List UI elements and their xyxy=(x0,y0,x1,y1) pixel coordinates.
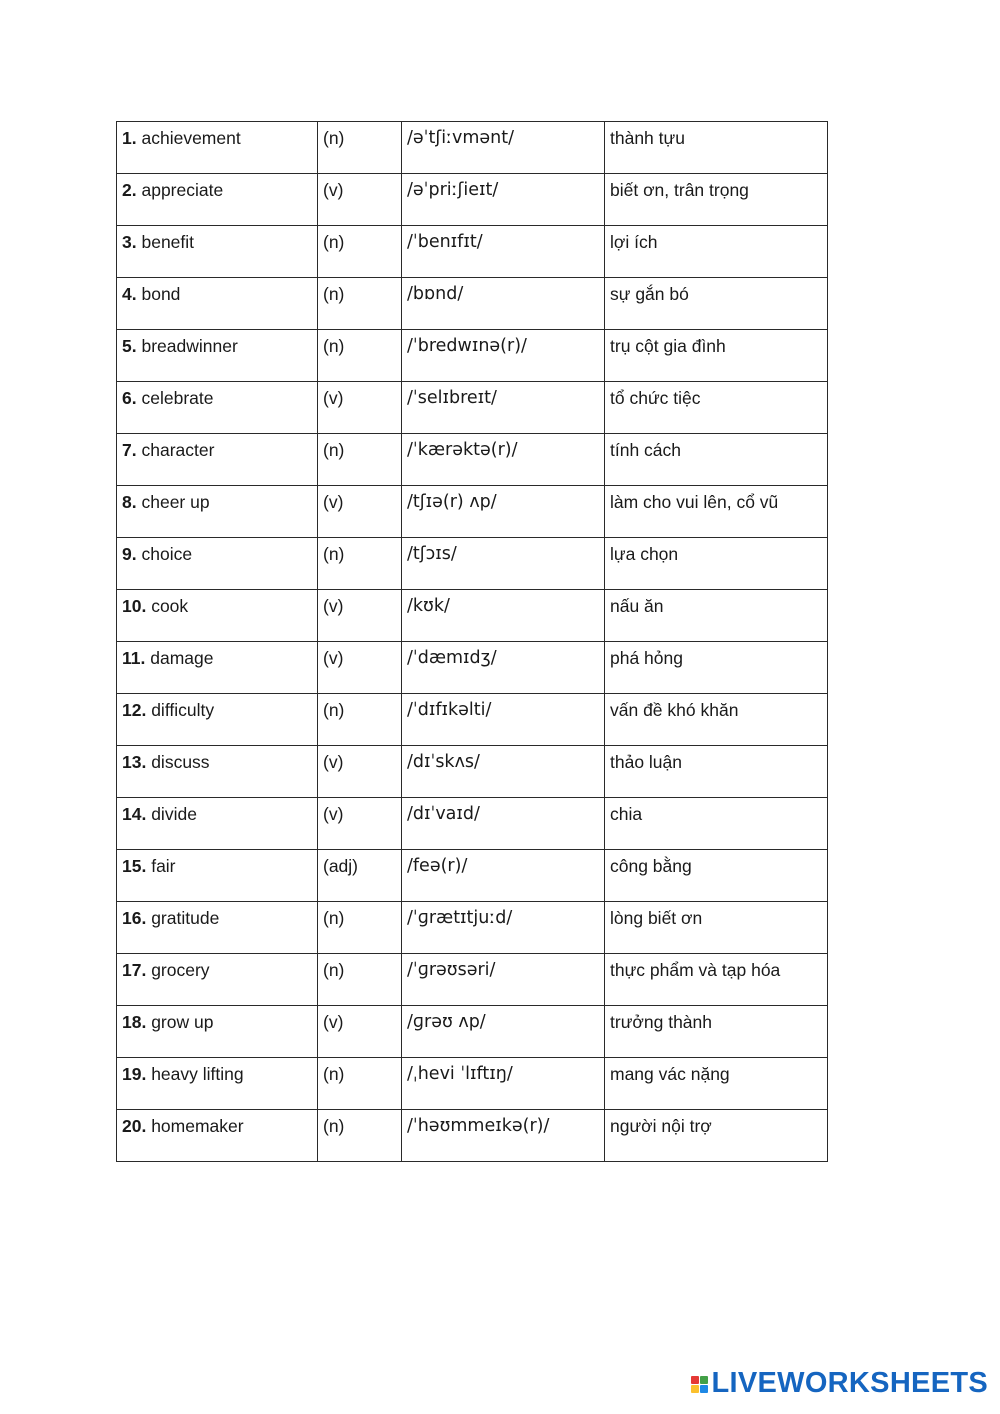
meaning-cell: lòng biết ơn xyxy=(605,902,828,954)
pronunciation-cell: /ˈɡrætɪtjuːd/ xyxy=(402,902,605,954)
logo-text: LIVEWORKSHEETS xyxy=(711,1367,988,1399)
table-row xyxy=(117,798,828,850)
meaning-cell: thực phẩm và tạp hóa xyxy=(605,954,828,1006)
part-of-speech-cell: (v) xyxy=(318,486,402,538)
entry-number: 8. xyxy=(122,492,137,512)
pronunciation-cell: /tʃɪə(r) ʌp/ xyxy=(402,486,605,538)
table-row xyxy=(117,538,828,590)
meaning-cell: mang vác nặng xyxy=(605,1058,828,1110)
entry-word: appreciate xyxy=(141,180,224,200)
pronunciation-cell: /ˈhəʊmmeɪkə(r)/ xyxy=(402,1110,605,1162)
word-cell xyxy=(117,278,318,330)
liveworksheets-logo xyxy=(691,1368,989,1398)
entry-word: fair xyxy=(151,856,176,876)
part-of-speech-cell: (n) xyxy=(318,538,402,590)
part-of-speech-cell: (n) xyxy=(318,902,402,954)
entry-number: 10. xyxy=(122,596,147,616)
entry-number: 4. xyxy=(122,284,137,304)
entry-number: 11. xyxy=(122,648,146,668)
entry-number: 3. xyxy=(122,232,137,252)
table-row xyxy=(117,694,828,746)
part-of-speech-cell: (n) xyxy=(318,226,402,278)
pronunciation-cell: /dɪˈvaɪd/ xyxy=(402,798,605,850)
table-row xyxy=(117,434,828,486)
meaning-cell: trưởng thành xyxy=(605,1006,828,1058)
word-cell xyxy=(117,434,318,486)
table-row xyxy=(117,954,828,1006)
word-cell xyxy=(117,590,318,642)
vocabulary-table-body xyxy=(117,122,828,1162)
entry-word: damage xyxy=(150,648,214,668)
liveworksheets-logo-mark-icon xyxy=(691,1376,708,1393)
entry-number: 6. xyxy=(122,388,137,408)
word-cell xyxy=(117,1058,318,1110)
meaning-cell: lợi ích xyxy=(605,226,828,278)
part-of-speech-cell: (n) xyxy=(318,278,402,330)
table-row xyxy=(117,486,828,538)
part-of-speech-cell: (n) xyxy=(318,434,402,486)
meaning-cell: sự gắn bó xyxy=(605,278,828,330)
meaning-cell: làm cho vui lên, cổ vũ xyxy=(605,486,828,538)
table-row xyxy=(117,382,828,434)
entry-number: 20. xyxy=(122,1116,147,1136)
word-cell xyxy=(117,382,318,434)
part-of-speech-cell: (n) xyxy=(318,694,402,746)
part-of-speech-cell: (n) xyxy=(318,954,402,1006)
pronunciation-cell: /ˈbenɪfɪt/ xyxy=(402,226,605,278)
entry-number: 1. xyxy=(122,128,137,148)
pronunciation-cell: /tʃɔɪs/ xyxy=(402,538,605,590)
meaning-cell: người nội trợ xyxy=(605,1110,828,1162)
meaning-cell: tổ chức tiệc xyxy=(605,382,828,434)
meaning-cell: trụ cột gia đình xyxy=(605,330,828,382)
table-row xyxy=(117,1110,828,1162)
part-of-speech-cell: (v) xyxy=(318,174,402,226)
entry-number: 19. xyxy=(122,1064,147,1084)
meaning-cell: chia xyxy=(605,798,828,850)
pronunciation-cell: /ɡrəʊ ʌp/ xyxy=(402,1006,605,1058)
pronunciation-cell: /ˈdɪfɪkəlti/ xyxy=(402,694,605,746)
word-cell xyxy=(117,538,318,590)
meaning-cell: công bằng xyxy=(605,850,828,902)
pronunciation-cell: /ˈɡrəʊsəri/ xyxy=(402,954,605,1006)
word-cell xyxy=(117,330,318,382)
entry-word: benefit xyxy=(141,232,195,252)
entry-number: 5. xyxy=(122,336,137,356)
entry-number: 15. xyxy=(122,856,147,876)
pronunciation-cell: /dɪˈskʌs/ xyxy=(402,746,605,798)
part-of-speech-cell: (v) xyxy=(318,1006,402,1058)
entry-number: 18. xyxy=(122,1012,147,1032)
table-row xyxy=(117,278,828,330)
word-cell xyxy=(117,694,318,746)
table-row xyxy=(117,1006,828,1058)
word-cell xyxy=(117,122,318,174)
entry-word: difficulty xyxy=(151,700,215,720)
meaning-cell: thành tựu xyxy=(605,122,828,174)
entry-number: 17. xyxy=(122,960,147,980)
meaning-cell: thảo luận xyxy=(605,746,828,798)
part-of-speech-cell: (n) xyxy=(318,122,402,174)
word-cell xyxy=(117,486,318,538)
pronunciation-cell: /kʊk/ xyxy=(402,590,605,642)
meaning-cell: phá hỏng xyxy=(605,642,828,694)
entry-word: discuss xyxy=(151,752,210,772)
entry-word: breadwinner xyxy=(141,336,238,356)
meaning-cell: biết ơn, trân trọng xyxy=(605,174,828,226)
entry-number: 9. xyxy=(122,544,137,564)
pronunciation-cell: /ˈselɪbreɪt/ xyxy=(402,382,605,434)
entry-number: 14. xyxy=(122,804,147,824)
part-of-speech-cell: (v) xyxy=(318,590,402,642)
part-of-speech-cell: (v) xyxy=(318,798,402,850)
entry-word: celebrate xyxy=(141,388,214,408)
word-cell xyxy=(117,954,318,1006)
table-row xyxy=(117,902,828,954)
vocabulary-table xyxy=(116,121,828,1162)
entry-word: choice xyxy=(141,544,193,564)
part-of-speech-cell: (v) xyxy=(318,642,402,694)
word-cell xyxy=(117,902,318,954)
meaning-cell: tính cách xyxy=(605,434,828,486)
table-row xyxy=(117,1058,828,1110)
entry-number: 13. xyxy=(122,752,147,772)
pronunciation-cell: /ˈkærəktə(r)/ xyxy=(402,434,605,486)
meaning-cell: lựa chọn xyxy=(605,538,828,590)
entry-word: divide xyxy=(151,804,197,824)
part-of-speech-cell: (n) xyxy=(318,1110,402,1162)
word-cell xyxy=(117,746,318,798)
word-cell xyxy=(117,226,318,278)
pronunciation-cell: /əˈpriːʃieɪt/ xyxy=(402,174,605,226)
table-row xyxy=(117,642,828,694)
pronunciation-cell: /ˈbredwɪnə(r)/ xyxy=(402,330,605,382)
part-of-speech-cell: (v) xyxy=(318,746,402,798)
table-row xyxy=(117,122,828,174)
word-cell xyxy=(117,642,318,694)
entry-word: achievement xyxy=(141,128,241,148)
word-cell xyxy=(117,1110,318,1162)
entry-number: 7. xyxy=(122,440,137,460)
meaning-cell: nấu ăn xyxy=(605,590,828,642)
word-cell xyxy=(117,174,318,226)
table-row xyxy=(117,590,828,642)
entry-word: cheer up xyxy=(141,492,210,512)
word-cell xyxy=(117,798,318,850)
pronunciation-cell: /ˈdæmɪdʒ/ xyxy=(402,642,605,694)
table-row xyxy=(117,850,828,902)
entry-word: character xyxy=(141,440,215,460)
part-of-speech-cell: (adj) xyxy=(318,850,402,902)
pronunciation-cell: /bɒnd/ xyxy=(402,278,605,330)
word-cell xyxy=(117,1006,318,1058)
entry-number: 2. xyxy=(122,180,137,200)
pronunciation-cell: /əˈtʃiːvmənt/ xyxy=(402,122,605,174)
entry-word: homemaker xyxy=(151,1116,244,1136)
part-of-speech-cell: (n) xyxy=(318,1058,402,1110)
entry-number: 16. xyxy=(122,908,147,928)
part-of-speech-cell: (v) xyxy=(318,382,402,434)
meaning-cell: vấn đề khó khăn xyxy=(605,694,828,746)
entry-word: heavy lifting xyxy=(151,1064,244,1084)
part-of-speech-cell: (n) xyxy=(318,330,402,382)
entry-word: gratitude xyxy=(151,908,220,928)
table-row xyxy=(117,330,828,382)
entry-number: 12. xyxy=(122,700,147,720)
table-row xyxy=(117,174,828,226)
pronunciation-cell: /feə(r)/ xyxy=(402,850,605,902)
table-row xyxy=(117,746,828,798)
table-row xyxy=(117,226,828,278)
entry-word: grocery xyxy=(151,960,210,980)
entry-word: grow up xyxy=(151,1012,214,1032)
entry-word: bond xyxy=(141,284,181,304)
word-cell xyxy=(117,850,318,902)
pronunciation-cell: /ˌhevi ˈlɪftɪŋ/ xyxy=(402,1058,605,1110)
entry-word: cook xyxy=(151,596,189,616)
